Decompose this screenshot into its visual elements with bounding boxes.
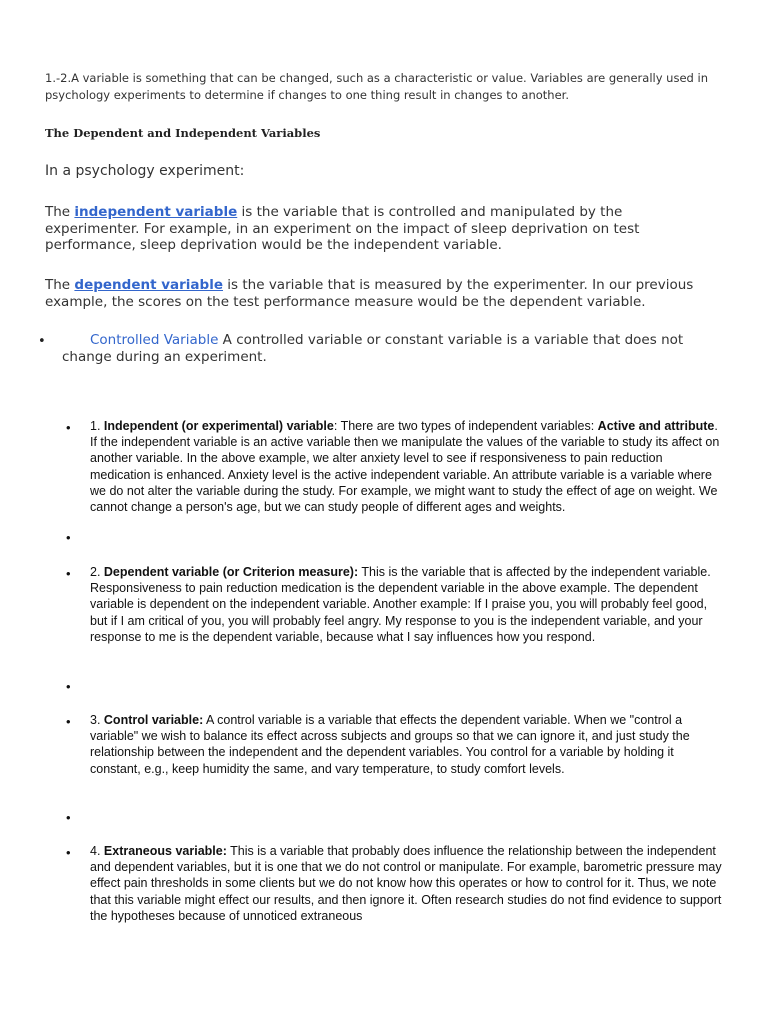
item-number: 3. [90, 713, 104, 727]
controlled-bullet: • [38, 334, 46, 349]
dependent-pre: The [45, 277, 75, 293]
section-heading: The Dependent and Independent Variables [45, 126, 321, 140]
item-separator: : [333, 419, 341, 433]
item-title: Independent (or experimental) variable [103, 419, 334, 433]
list-item-dependent [90, 564, 726, 645]
item-text: This is the variable that is affected by the independent variable. Responsiveness to pain reduction medication is the dependent variable in the above example. The dependent variable is dependent on the independent variable. Another example: If I praise you, you will probably feel good, but if I am critical of you, you will probably feel angry. My response to you is the independent variable, and your response to me is the dependent variable, because what I say influences how you respond. [90, 565, 711, 644]
item-text: . If the independent variable is an active variable then we manipulate the values of the variable to study its affect on another variable. In the above example, we alter anxiety level to see if responsiveness to pain reduction medication is enhanced. Anxiety level is the active independent variable. An attribute variable is a variable where we do not alter the variable during the study. For example, we might want to study the effect of age on weight. We cannot change a person's age, but we can study people of different ages and weights. [90, 419, 720, 515]
item-title: Dependent variable (or Criterion measure): [103, 565, 359, 579]
list-bullet: • [66, 845, 71, 860]
list-item-independent [90, 418, 726, 515]
item-number: 4. [90, 844, 104, 858]
item-title: Extraneous variable: [103, 844, 227, 858]
independent-text: is the variable that is controlled and manipulated by the experimenter. For example, in an experiment on the impact of sleep deprivation on test performance, sleep deprivation would be the independent variable. [45, 204, 640, 253]
list-bullet: • [66, 420, 71, 435]
item-number: 1. [90, 419, 104, 433]
list-bullet-empty: • [66, 810, 71, 825]
dependent-variable-paragraph [45, 277, 715, 310]
list-item-extraneous [90, 843, 726, 924]
controlled-variable-item [62, 332, 722, 366]
item-bold-term: Active and attribute [597, 419, 715, 433]
independent-variable-paragraph [45, 204, 715, 254]
intro-paragraph: 1.-2.A variable is something that can be changed, such as a characteristic or value. Variables are generally used in psychology experiments to determine if changes to one thing result in changes to another. [45, 71, 708, 102]
item-text: There are two types of independent variables: [340, 419, 598, 433]
list-bullet: • [66, 714, 71, 729]
dependent-variable-link[interactable]: dependent variable [74, 277, 223, 293]
item-text: A control variable is a variable that effects the dependent variable. When we "control a variable" we wish to balance its effect across subjects and groups so that we can ignore it, and just study the relationship between the independent and the dependent variables. You control for a variable by holding it constant, e.g., keep humidity the same, and vary temperature, to study comfort levels. [90, 713, 690, 776]
item-title: Control variable: [103, 713, 204, 727]
dependent-text: is the variable that is measured by the experimenter. In our previous example, the scores on the test performance measure would be the dependent variable. [45, 277, 694, 310]
lead-text: In a psychology experiment: [45, 163, 245, 179]
list-item-control [90, 712, 726, 777]
independent-variable-link[interactable]: independent variable [74, 204, 238, 220]
list-bullet-empty: • [66, 679, 71, 694]
item-number: 2. [90, 565, 104, 579]
controlled-variable-text: A controlled variable or constant variable is a variable that does not change during an experiment. [62, 332, 684, 365]
item-text: This is a variable that probably does influence the relationship between the independent and dependent variables, but it is one that we do not control or manipulate. For example, barometric pressure may effect pain thresholds in some clients but we do not know how this operates or how to control for it. Thus, we note that this variable might effect our results, and then ignore it. Often research studies do not find evidence to support the hypotheses because of unnoticed extraneous [90, 844, 722, 923]
list-bullet: • [66, 566, 71, 581]
independent-pre: The [45, 204, 75, 220]
list-bullet-empty: • [66, 530, 71, 545]
controlled-variable-term: Controlled Variable [90, 332, 219, 348]
